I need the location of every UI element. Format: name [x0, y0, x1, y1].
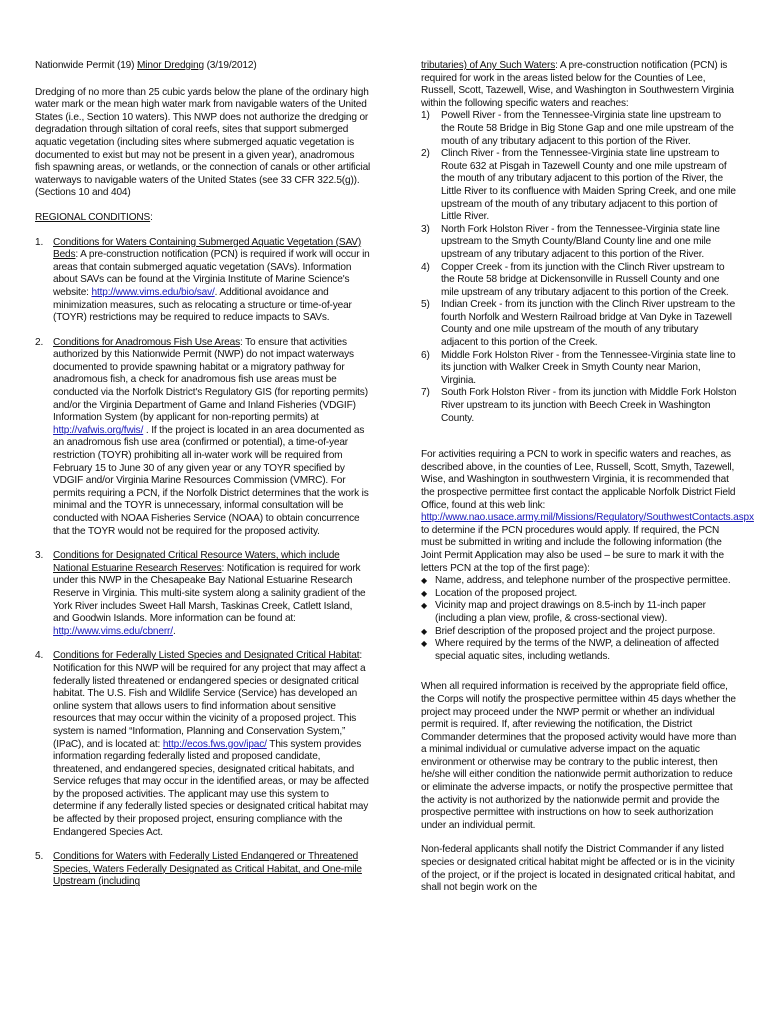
- title-prefix: Nationwide Permit (19): [35, 60, 138, 71]
- condition-text: : A pre-construction notification (PCN) is required if work will occur in areas that contain submerged aquatic vegetation (SAVs). Information about SAVs can be found at the Virginia Institute of Marine Science's website:: [53, 249, 370, 298]
- bullet-icon: ◆: [421, 588, 428, 598]
- corps-notification-paragraph: When all required information is received by the appropriate field office, the Corps will notify the prospective permittee within 45 days whether the project may proceed under the NWP permit or whether an individual permit is required. If, after reviewing the notification, the District Commander determines that the proposed activity would have more than a minimal individual or cumulative adverse impact on the aquatic environment or otherwise may be contrary to the public interest, then he/she will either condition the nationwide permit authorization to reduce or eliminate the adverse impacts, or notify the prospective permittee that the activity is not authorized by the nationwide permit and provide the prospective permittee with instructions on how to seek authorization under an individual permit.: [421, 681, 737, 831]
- pcn-text: to determine if the PCN procedures would apply. If required, the PCN must be submitted in writing and include the following information (the Joint Permit Application may also be used – be sure to mark it with the letters PCN at the top of the first page):: [421, 524, 724, 574]
- non-federal-paragraph: Non-federal applicants shall notify the District Commander if any listed species or designated critical habitat might be affected or is in the vicinity of the project, or if the project is located in designated critical habitat, and shall not begin work on the: [421, 844, 735, 894]
- list-item: [421, 626, 737, 639]
- list-text: Brief description of the proposed project and the project purpose.: [435, 625, 716, 637]
- list-item: [421, 148, 737, 224]
- condition-number: 2.: [35, 336, 44, 348]
- condition-heading: Conditions for Anadromous Fish Use Areas: [53, 336, 240, 348]
- pcn-requirements-list: [421, 575, 737, 663]
- regional-conditions-heading: [35, 212, 371, 225]
- condition-number: 4.: [35, 650, 44, 662]
- permit-title: [35, 60, 371, 73]
- condition-number: 3.: [35, 550, 44, 562]
- condition-heading: Conditions for Designated Critical Resource Waters, which include National Estuarine Research Reserves: [53, 550, 340, 574]
- condition-5: [35, 851, 371, 889]
- pcn-text: For activities requiring a PCN to work in specific waters and reaches, as described above, in the counties of Lee, Russell, Scott, Smyth, Tazewell, Wise, and Washington in southwestern Virginia, it is recommended that the prospective permittee first contact the applicable Norfolk District Field Office, found at this web link:: [421, 449, 736, 511]
- list-text: North Fork Holston River - from the Tennessee-Virginia state line upstream to the Smyth County/Bland County line and one mile upstream of any tributary adjacent to this portion of the River.: [441, 223, 720, 260]
- list-text: Copper Creek - from its junction with the Clinch River upstream to the Route 58 bridge at Dickensonville in Russell County and one mile upstream of any tributary adjacent to this portion of the Creek.: [441, 261, 729, 298]
- pcn-paragraph: [421, 449, 754, 575]
- southwest-contacts-link[interactable]: http://www.nao.usace.army.mil/Missions/Regulatory/SouthwestContacts.aspx: [421, 512, 754, 524]
- list-item: [421, 638, 737, 663]
- list-text: Indian Creek - from its junction with the Clinch River upstream to the fourth Norfolk and Western Railroad bridge at Van Dyke in Tazewell County and one mile upstream of the mouth of any tributary adjacent to this portion of the Creek.: [441, 299, 736, 349]
- list-text: Where required by the terms of the NWP, a delineation of affected special aquatic sites, including wetlands.: [435, 638, 719, 662]
- condition-body: [53, 237, 371, 325]
- condition-4: [35, 650, 371, 839]
- condition-heading: Conditions for Waters Containing Submerged Aquatic Vegetation (SAV) Beds: [53, 236, 362, 261]
- list-item: [421, 575, 737, 588]
- right-column: [421, 60, 754, 907]
- condition-body: [53, 337, 371, 539]
- list-item: [421, 600, 737, 625]
- condition-heading-continued: tributaries) of Any Such Waters: [421, 60, 556, 71]
- vafwis-link[interactable]: http://vafwis.org/fwis/: [53, 424, 144, 436]
- intro-paragraph: Dredging of no more than 25 cubic yards below the plane of the ordinary high water mark or the mean high water mark from navigable waters of the United States (i.e., Section 10 waters). This NWP does not authorize the dredging or degradation through siltation of coral reefs, sites that support submerged aquatic vegetation (including sites where submerged aquatic vegetation is documented to exist but may not be present in a given year), anadromous fish spawning areas, or wetlands, or the connection of canals or other artificial waterways to navigable waters of the United States (see 33 CFR 322.5(g)). (Sections 10 and 404): [35, 86, 371, 199]
- condition-number: 5.: [35, 851, 44, 863]
- list-number: 3): [421, 223, 430, 235]
- condition-text: : A pre-construction notification (PCN) is required for work in the areas listed below for the Counties of Lee, Russell, Scott, Tazewell, Wise, and Washington in Southwestern Virginia within the following specific waters and reaches:: [421, 60, 734, 109]
- list-number: 5): [421, 299, 430, 311]
- condition-text: . If the project is located in an area documented as an anadromous fish use area (confirmed or potential), a time-of-year restriction (TOYR) prohibiting all in-water work will be required from February 15 to June 30 of any given year or any TOYR specified by VDGIF and/or Virginia Marine Resources Commission (VMRC). For permits requiring a PCN, if the Norfolk District determines that the work is minimal and the TOYR is unnecessary, informal consultation will be conducted with NOAA Fisheries Service (NOAA) to obtain concurrence that the TOYR would not be required for the proposed activity.: [53, 424, 369, 537]
- list-item: [421, 387, 737, 425]
- vims-sav-link[interactable]: http://www.vims.edu/bio/sav/: [91, 286, 215, 298]
- list-number: 2): [421, 148, 430, 160]
- list-text: South Fork Holston River - from its junction with Middle Fork Holston River upstream to its junction with Beech Creek in Washington County.: [441, 387, 737, 424]
- condition-text: : Notification is required for work under this NWP in the Chesapeake Bay National Estuarine Research Reserve in Virginia. This multi-site system along a salinity gradient of the York River includes Sweet Hall Marsh, Taskinas Creek, Catlett Island, and Goodwin Islands. More information can be found at:: [53, 562, 366, 625]
- condition-text: .: [172, 625, 176, 637]
- list-item: [421, 350, 737, 388]
- condition-1: [35, 237, 371, 325]
- condition-body: [53, 851, 371, 889]
- condition-text: This system provides information regarding federally listed and proposed candidate, threatened, and endangered species, designated critical habitats, and Service refuges that may occur in the identified areas, or may be affected by the proposed activities. The applicant may use this system to determine if any federally listed species or designated critical habitat may be affected by their proposed project, ensuring compliance with the Endangered Species Act.: [53, 738, 369, 838]
- bullet-icon: ◆: [421, 601, 428, 611]
- regional-heading-text: REGIONAL CONDITIONS: [35, 211, 151, 223]
- ipac-link[interactable]: http://ecos.fws.gov/ipac/: [162, 738, 267, 750]
- list-item: [421, 588, 737, 601]
- condition-5-continued: [421, 60, 737, 110]
- title-date: (3/19/2012): [203, 60, 257, 71]
- condition-heading: Conditions for Federally Listed Species and Designated Critical Habitat: [53, 650, 360, 662]
- list-item: [421, 110, 737, 148]
- list-item: [421, 224, 737, 262]
- list-number: 1): [421, 110, 430, 122]
- condition-text: : Notification for this NWP will be required for any project that may affect a federally listed threatened or endangered species or designated critical habitat. The U.S. Fish and Wildlife Service (Service) has developed an online system that allows users to find information about sensitive resources that may occur within the vicinity of a proposed project. This system is named “Information, Planning and Conservation System,” (IPaC), and is located at:: [53, 650, 366, 750]
- title-underlined: Minor Dredging: [137, 60, 204, 71]
- regional-heading-colon: :: [150, 211, 153, 223]
- cbnerr-link[interactable]: http://www.vims.edu/cbnerr/: [53, 625, 173, 637]
- condition-2: [35, 337, 371, 539]
- condition-text: . Additional avoidance and minimization measures, such as relocating a structure or time-of-year (TOYR) restrictions may be required to reduce impacts to SAVs.: [53, 286, 352, 324]
- condition-body: [53, 650, 371, 839]
- list-number: 6): [421, 349, 430, 361]
- bullet-icon: ◆: [421, 576, 428, 586]
- left-column: [35, 60, 371, 901]
- condition-text: : To ensure that activities authorized by this Nationwide Permit (NWP) do not impact waterways documented to provide spawning habitat or a migratory pathway for anadromous fish, a check for anadromous fish use areas must be conducted via the Norfolk District's Regulatory GIS (for reporting permits) and/or the Virginia Department of Game and Inland Fisheries (VDGIF) Information System (by applicant for non-reporting permits) at: [53, 336, 368, 424]
- river-list: [421, 110, 737, 425]
- condition-heading: Conditions for Waters with Federally Listed Endangered or Threatened Species, Waters Federally Designated as Critical Habitat, and One-mile Upstream (including: [53, 851, 362, 888]
- list-item: [421, 262, 737, 300]
- list-item: [421, 299, 737, 349]
- condition-3: [35, 550, 371, 638]
- list-number: 4): [421, 261, 430, 273]
- list-text: Powell River - from the Tennessee-Virginia state line upstream to the Route 58 Bridge in Big Stone Gap and one mile upstream of the mouth of any tributary adjacent to this portion of the River.: [441, 110, 734, 147]
- list-number: 7): [421, 387, 430, 399]
- list-text: Middle Fork Holston River - from the Tennessee-Virginia state line to its junction with Walker Creek in Smyth County near Marion, Virginia.: [441, 349, 736, 386]
- list-text: Name, address, and telephone number of the prospective permittee.: [435, 575, 731, 587]
- list-text: Vicinity map and project drawings on 8.5-inch by 11-inch paper (including a plan view, profile, & cross-sectional view).: [435, 600, 706, 624]
- bullet-icon: ◆: [421, 639, 428, 649]
- bullet-icon: ◆: [421, 626, 428, 636]
- list-text: Location of the proposed project.: [435, 587, 578, 599]
- condition-body: [53, 550, 371, 638]
- condition-number: 1.: [35, 236, 44, 248]
- list-text: Clinch River - from the Tennessee-Virginia state line upstream to Route 632 at Pisgah in Tazewell County and one mile upstream of the mouth of any tributary adjacent to this portion of the River, the Little River to its confluence with Maiden Spring Creek, and one mile upstream of the mouth of any tributary adjacent to this portion of Little River.: [441, 148, 736, 223]
